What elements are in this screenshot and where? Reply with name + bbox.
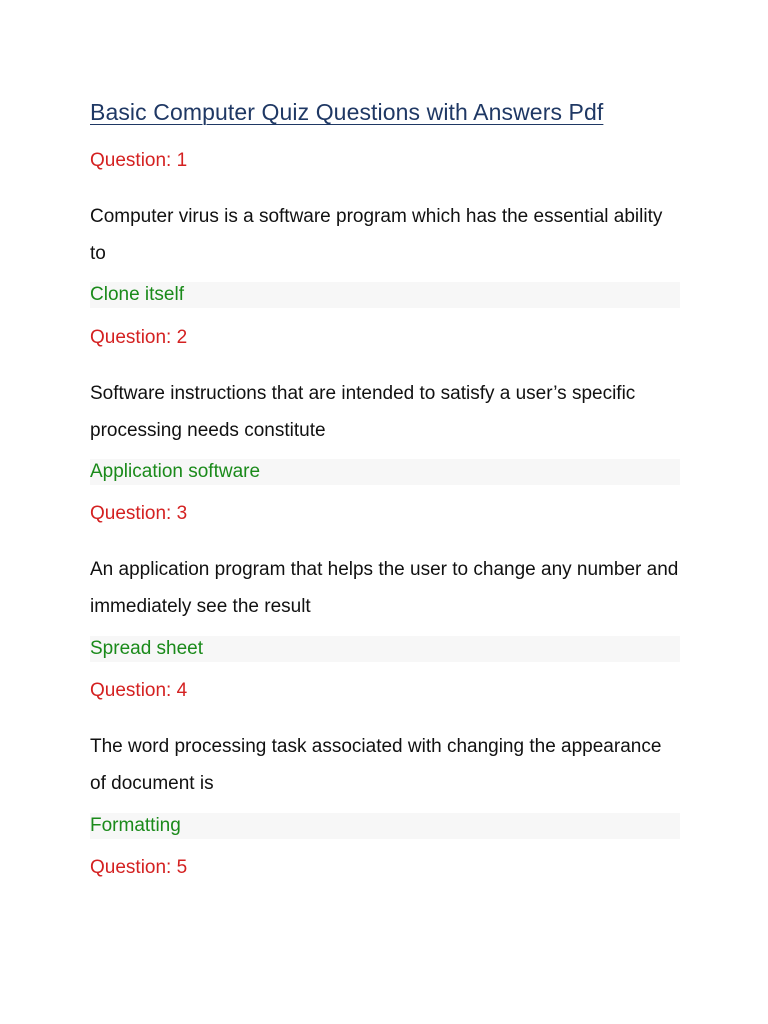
question-label: Question: 3 [90, 503, 188, 524]
question-text: An application program that helps the user to change any number and immediately see the result [90, 559, 679, 617]
question-text: Computer virus is a software program which has the essential ability to [90, 206, 663, 264]
answer-text: Formatting [90, 813, 680, 839]
question-label: Question: 2 [90, 327, 188, 348]
question-text: The word processing task associated with changing the appearance of document is [90, 736, 662, 794]
question-label: Question: 1 [90, 150, 188, 171]
document-title[interactable]: Basic Computer Quiz Questions with Answers Pdf [90, 99, 604, 125]
answer-text: Application software [90, 459, 680, 485]
question-label: Question: 5 [90, 857, 188, 878]
question-label: Question: 4 [90, 680, 188, 701]
answer-text: Spread sheet [90, 636, 680, 662]
question-text: Software instructions that are intended to satisfy a user’s specific processing needs constitute [90, 383, 636, 441]
answer-text: Clone itself [90, 282, 680, 308]
